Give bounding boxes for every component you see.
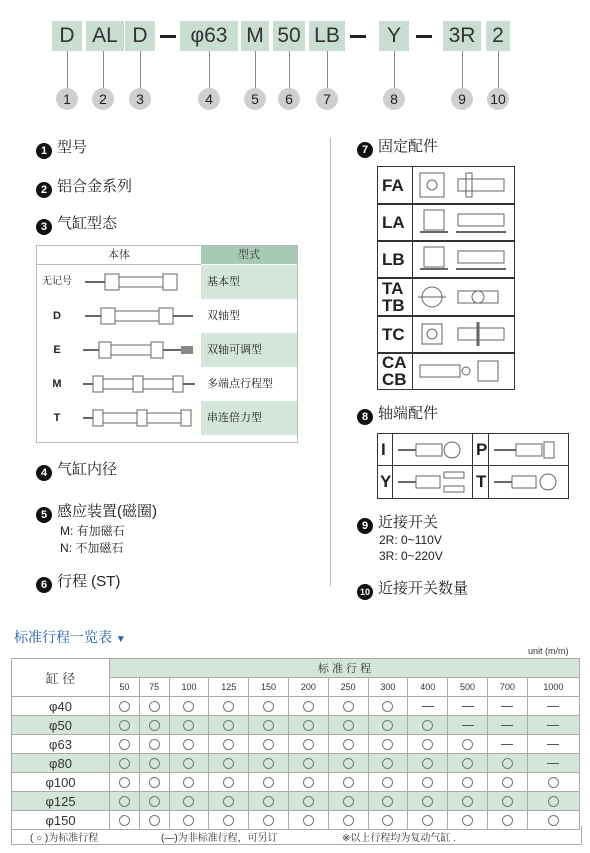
standard-mark: [368, 792, 408, 811]
rod-end-p-icon: [492, 438, 564, 462]
foot-mount-icon: [418, 245, 510, 273]
code-dash: [416, 35, 432, 38]
stroke-header: 标 准 行 程: [110, 659, 580, 678]
item-4: 4 气缸内径: [36, 458, 117, 481]
stroke-table: [11, 658, 580, 830]
table-row: [12, 735, 580, 754]
standard-mark: [448, 754, 488, 773]
standard-mark: [328, 792, 368, 811]
end-part-code: T: [476, 472, 487, 491]
nonstandard-mark: [448, 716, 488, 735]
standard-mark: [139, 716, 169, 735]
table-header-type: 型式: [201, 246, 297, 264]
standard-mark: [487, 792, 527, 811]
standard-mark: [368, 754, 408, 773]
bore-value: φ100: [12, 773, 110, 792]
nonstandard-mark: [448, 697, 488, 716]
standard-mark: [368, 773, 408, 792]
standard-mark: [249, 716, 289, 735]
fixing-part-ca-cb: CA CB: [377, 352, 515, 390]
standard-mark: [408, 735, 448, 754]
code-seg-9: 3R: [443, 21, 481, 51]
standard-mark: [110, 773, 140, 792]
standard-mark: [288, 735, 328, 754]
fixing-part-fa: FA: [377, 166, 515, 205]
stroke-value: 500: [448, 678, 488, 697]
bore-value: φ80: [12, 754, 110, 773]
table-row: [12, 792, 580, 811]
cylinder-tandem-icon: [81, 406, 197, 430]
fixing-part-tc: TC: [377, 315, 515, 354]
code-number: 5: [244, 88, 266, 110]
chevron-down-icon: ▼: [115, 634, 126, 645]
stroke-value: 100: [169, 678, 209, 697]
bore-value: φ150: [12, 811, 110, 830]
table-row: [12, 754, 580, 773]
end-part-code: Y: [380, 472, 392, 491]
center-trunnion-icon: [418, 320, 510, 348]
table-row: [12, 697, 580, 716]
rod-end-i-icon: [396, 438, 470, 462]
code-seg-7: LB: [309, 21, 345, 51]
magnet-option: M: 有加磁石: [60, 524, 125, 538]
cylinder-type-table: [36, 245, 298, 443]
standard-mark: [209, 773, 249, 792]
note-standard: ( ○ )为标准行程: [30, 833, 99, 844]
code-seg-8: Y: [379, 21, 409, 51]
standard-mark: [408, 792, 448, 811]
code-number: 3: [129, 88, 151, 110]
bore-value: φ50: [12, 716, 110, 735]
standard-mark: [209, 697, 249, 716]
standard-mark: [328, 773, 368, 792]
standard-mark: [288, 716, 328, 735]
stroke-value: 300: [368, 678, 408, 697]
standard-mark: [209, 792, 249, 811]
note-double-acting: ※以上行程均为复动气缸 .: [342, 833, 456, 844]
standard-mark: [139, 697, 169, 716]
rod-end-y-icon: [396, 470, 470, 494]
table-row: [12, 716, 580, 735]
cylinder-double-rod-icon: [81, 304, 197, 328]
nonstandard-mark: [487, 716, 527, 735]
standard-mark: [169, 792, 209, 811]
item-9: 9 近接开关: [357, 511, 438, 534]
standard-mark: [249, 773, 289, 792]
stroke-notes: [11, 826, 582, 845]
stroke-table-title: 标准行程一览表 ▼: [14, 629, 126, 645]
end-part-code: I: [381, 440, 386, 459]
stroke-value: 75: [139, 678, 169, 697]
standard-mark: [249, 697, 289, 716]
bore-header: 缸 径: [12, 659, 110, 697]
flange-mount-icon: [418, 171, 510, 199]
table-row: E 双轴可调型: [37, 333, 297, 367]
stroke-value: 700: [487, 678, 527, 697]
table-row: D 双轴型: [37, 299, 297, 333]
unit-label: unit (m/m): [528, 646, 569, 656]
standard-mark: [110, 735, 140, 754]
standard-mark: [139, 773, 169, 792]
nonstandard-mark: [408, 697, 448, 716]
header-row: [12, 659, 580, 678]
code-dash: [160, 35, 176, 38]
standard-mark: [288, 754, 328, 773]
magnet-option: N: 不加磁石: [60, 541, 124, 555]
code-number: 4: [198, 88, 220, 110]
cylinder-multi-position-icon: [81, 372, 197, 396]
trunnion-mount-icon: [418, 283, 510, 311]
fixing-part-la: LA: [377, 203, 515, 242]
code-seg-5: M: [241, 21, 269, 51]
standard-mark: [110, 697, 140, 716]
stroke-value: 1000: [527, 678, 579, 697]
item-10: 10 近接开关数量: [357, 577, 468, 600]
standard-mark: [110, 716, 140, 735]
code-number: 7: [316, 88, 338, 110]
column-divider: [330, 138, 331, 586]
standard-mark: [368, 716, 408, 735]
item-5: 5 感应装置(磁圈): [36, 500, 157, 523]
standard-mark: [110, 754, 140, 773]
nonstandard-mark: [527, 735, 579, 754]
rod-end-t-icon: [492, 470, 564, 494]
code-seg-1: D: [52, 21, 82, 51]
item-8: 8 轴端配件: [357, 402, 438, 425]
standard-mark: [448, 792, 488, 811]
standard-mark: [448, 735, 488, 754]
code-seg-3: D: [125, 21, 155, 51]
code-number: 1: [56, 88, 78, 110]
code-number: 10: [487, 88, 509, 110]
switch-voltage: 3R: 0~220V: [379, 549, 443, 563]
table-row: M 多端点行程型: [37, 367, 297, 401]
stroke-value: 125: [209, 678, 249, 697]
clevis-mount-icon: [418, 357, 510, 385]
code-number: 2: [92, 88, 114, 110]
table-row: T 串连倍力型: [37, 401, 297, 435]
standard-mark: [209, 716, 249, 735]
standard-mark: [169, 716, 209, 735]
standard-mark: [209, 735, 249, 754]
bore-value: φ40: [12, 697, 110, 716]
stroke-value: 400: [408, 678, 448, 697]
table-row: [12, 773, 580, 792]
stroke-value: 150: [249, 678, 289, 697]
cylinder-adjustable-icon: [81, 338, 197, 362]
standard-mark: [328, 735, 368, 754]
table-row: 无记号 基本型: [37, 265, 297, 299]
table-header-body: 本体: [37, 246, 201, 265]
standard-mark: [487, 773, 527, 792]
code-number: 8: [383, 88, 405, 110]
standard-mark: [110, 792, 140, 811]
fixing-part-lb: LB: [377, 240, 515, 279]
nonstandard-mark: [487, 697, 527, 716]
standard-mark: [169, 697, 209, 716]
item-2: 2 铝合金系列: [36, 175, 132, 198]
standard-mark: [288, 697, 328, 716]
item-3: 3 气缸型态: [36, 212, 117, 235]
nonstandard-mark: [527, 754, 579, 773]
end-part-code: P: [476, 440, 488, 459]
nonstandard-mark: [487, 735, 527, 754]
nonstandard-mark: [527, 716, 579, 735]
cylinder-basic-icon: [81, 270, 197, 294]
fixing-part-ta-tb: TA TB: [377, 277, 515, 317]
nonstandard-mark: [527, 697, 579, 716]
standard-mark: [249, 754, 289, 773]
standard-mark: [408, 754, 448, 773]
standard-mark: [408, 716, 448, 735]
standard-mark: [288, 792, 328, 811]
end-parts-table: [377, 433, 569, 499]
standard-mark: [328, 697, 368, 716]
bore-value: φ125: [12, 792, 110, 811]
standard-mark: [139, 735, 169, 754]
code-seg-10: 2: [486, 21, 510, 51]
code-seg-4: φ63: [180, 21, 238, 51]
standard-mark: [408, 773, 448, 792]
standard-mark: [368, 697, 408, 716]
standard-mark: [209, 754, 249, 773]
item-6: 6 行程 (ST): [36, 570, 120, 593]
standard-mark: [139, 754, 169, 773]
standard-mark: [139, 792, 169, 811]
code-dash: [350, 35, 366, 38]
item-1: 1 型号: [36, 136, 87, 159]
standard-mark: [169, 735, 209, 754]
standard-mark: [169, 754, 209, 773]
standard-mark: [328, 716, 368, 735]
standard-mark: [249, 792, 289, 811]
switch-voltage: 2R: 0~110V: [379, 533, 442, 547]
stroke-value: 250: [328, 678, 368, 697]
stroke-value: 50: [110, 678, 140, 697]
code-seg-6: 50: [273, 21, 305, 51]
standard-mark: [169, 773, 209, 792]
standard-mark: [368, 735, 408, 754]
foot-mount-icon: [418, 208, 510, 236]
bore-value: φ63: [12, 735, 110, 754]
standard-mark: [527, 773, 579, 792]
code-seg-2: AL: [86, 21, 124, 51]
standard-mark: [487, 754, 527, 773]
standard-mark: [249, 735, 289, 754]
standard-mark: [328, 754, 368, 773]
standard-mark: [288, 773, 328, 792]
standard-mark: [448, 773, 488, 792]
code-number: 9: [451, 88, 473, 110]
code-number: 6: [278, 88, 300, 110]
item-7: 7 固定配件: [357, 135, 438, 158]
standard-mark: [527, 792, 579, 811]
note-nonstandard: (—)为非标准行程，可另订: [161, 833, 278, 844]
stroke-value: 200: [288, 678, 328, 697]
